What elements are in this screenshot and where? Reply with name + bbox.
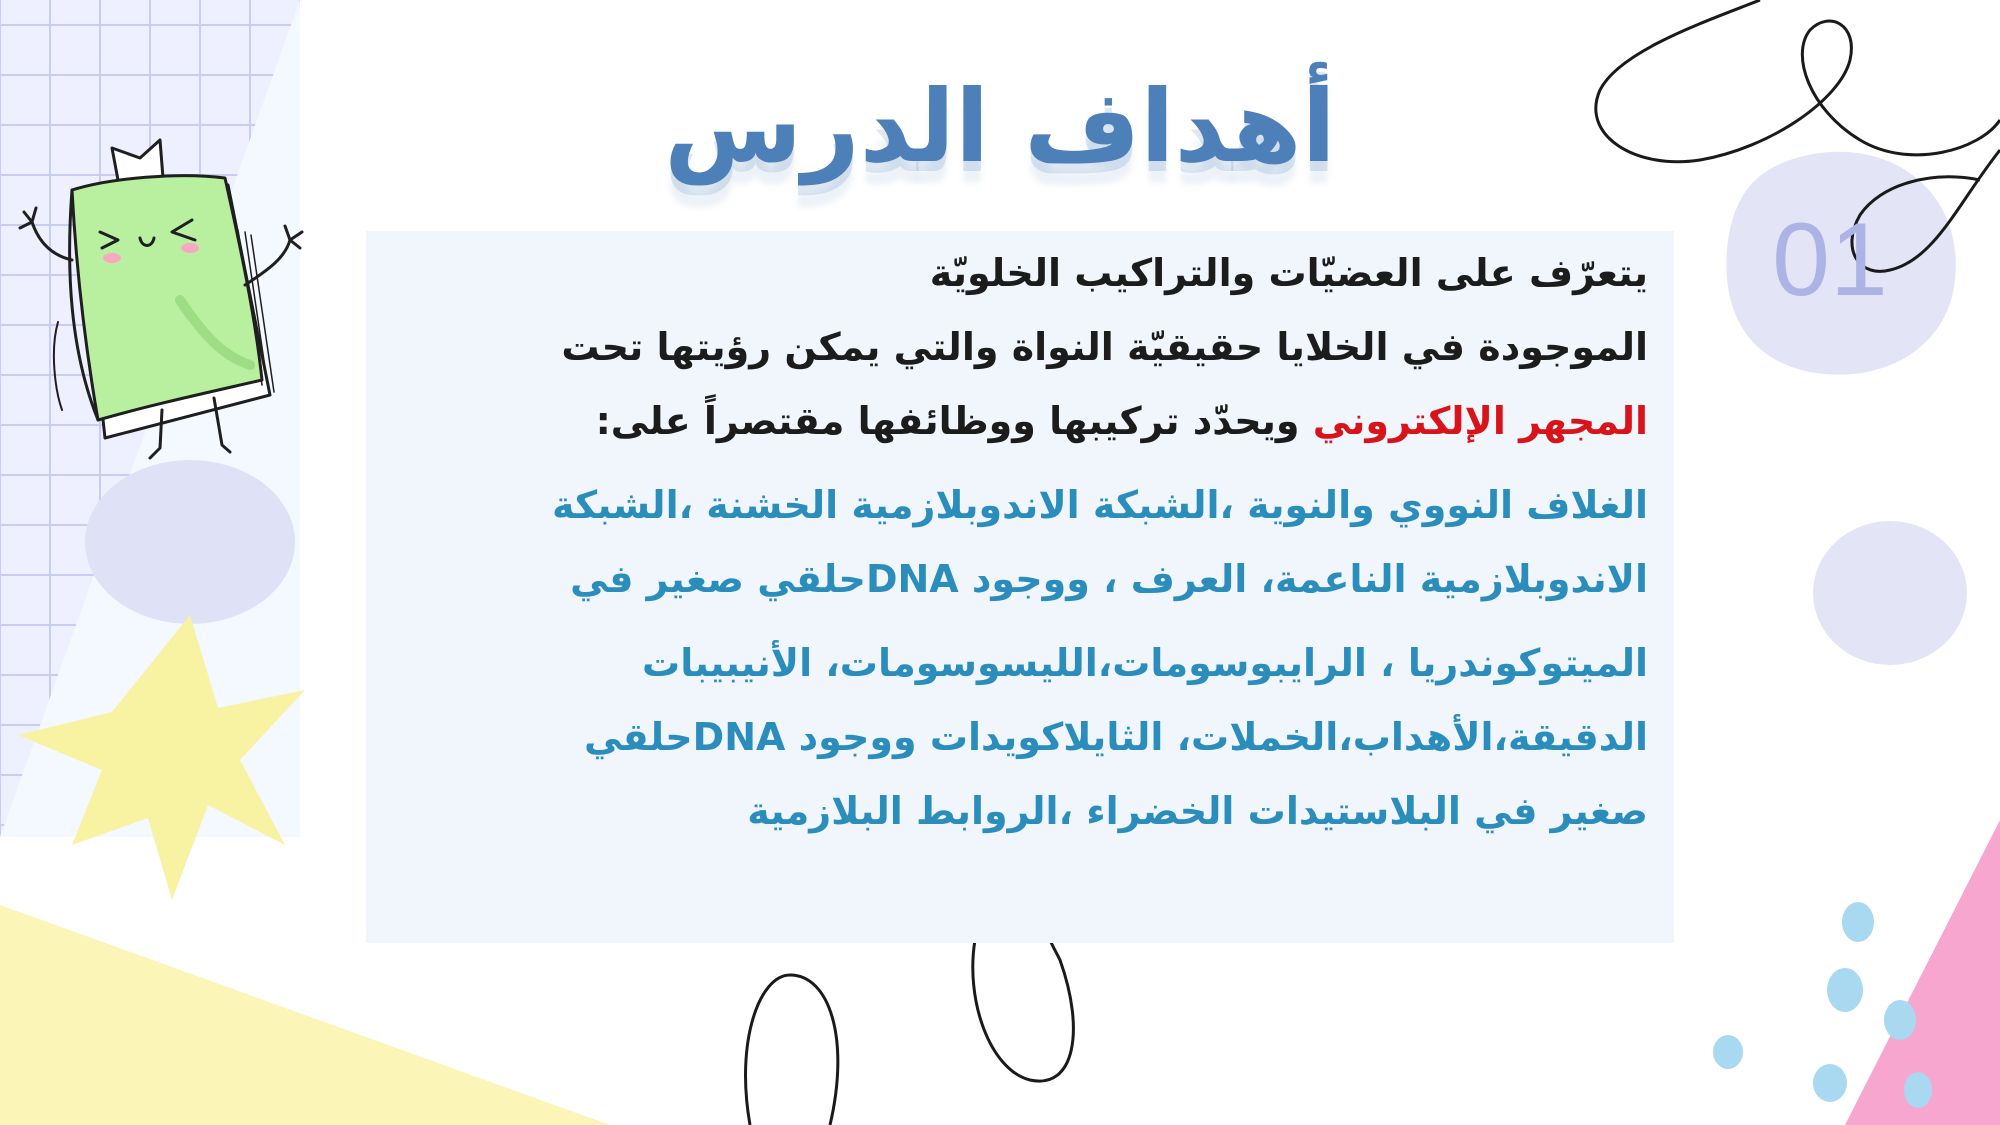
list-line: صغير في البلاستيدات الخضراء ،الروابط البلازمية <box>747 789 1648 833</box>
lavender-blob-left <box>85 460 295 624</box>
blue-dot <box>1842 902 1874 942</box>
loop-line-bottom-2 <box>973 940 1074 1081</box>
blue-dot <box>1884 1000 1916 1040</box>
spacer <box>400 616 1648 626</box>
objectives-text <box>400 236 1648 848</box>
list-line: الغلاف النووي والنوية ،الشبكة الاندوبلازمية الخشنة ،الشبكة <box>551 483 1648 527</box>
loop-line-top-right <box>1596 0 2000 162</box>
slide-number: 01 <box>1772 202 1888 318</box>
intro-line-rest: ويحدّد تركيبها ووظائفها مقتصراً على: <box>595 399 1313 443</box>
slide-title: أهداف الدرس <box>664 68 1336 185</box>
intro-line: يتعرّف على العضيّات والتراكيب الخلويّة <box>929 251 1648 295</box>
blue-dot <box>1813 1064 1847 1102</box>
blue-dot <box>1904 1072 1932 1108</box>
blue-dot <box>1713 1035 1743 1069</box>
intro-line-with-highlight <box>400 384 1648 458</box>
highlight-electron-microscope: المجهر الإلكتروني <box>1312 399 1648 443</box>
list-line: الاندوبلازمية الناعمة، العرف ، ووجود DNAحلقي صغير في <box>570 557 1648 601</box>
spacer <box>400 458 1648 468</box>
list-line: الدقيقة،الأهداب،الخملات، الثايلاكويدات ووجود DNAحلقي <box>583 715 1648 759</box>
lavender-blob-right-middle <box>1813 521 1967 665</box>
list-line: الميتوكوندريا ، الرايبوسومات،الليسوسومات، الأنيبيبات <box>642 641 1648 685</box>
blue-dot <box>1827 968 1863 1012</box>
loop-line-bottom <box>746 975 838 1125</box>
intro-line: الموجودة في الخلايا حقيقيّة النواة والتي يمكن رؤيتها تحت <box>561 325 1648 369</box>
